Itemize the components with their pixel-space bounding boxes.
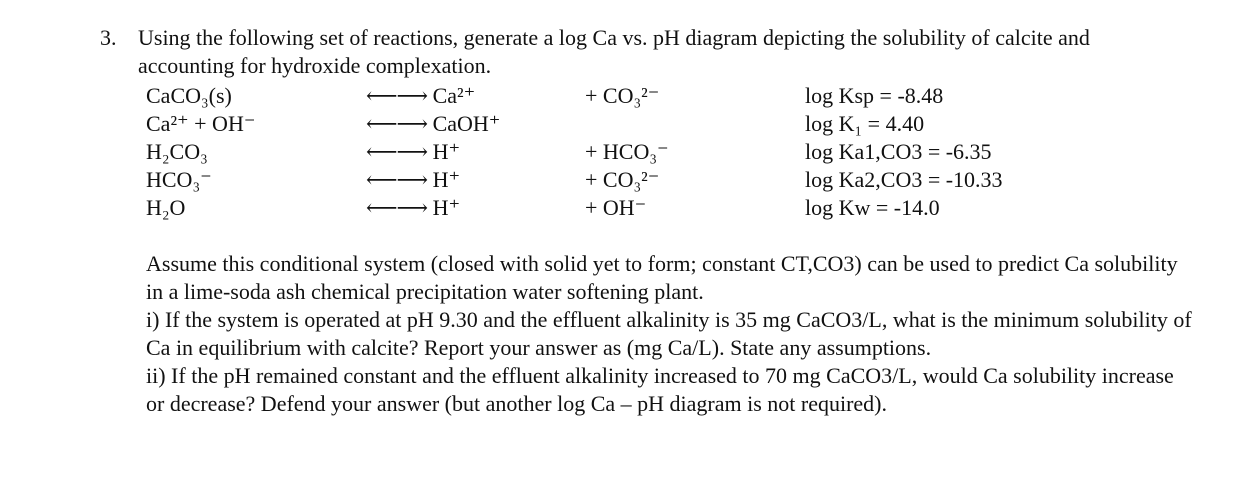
reaction-left: Ca²⁺ + OH⁻ [146,111,256,136]
reaction-row [0,138,1242,166]
equilibrium-arrow-icon: ⟵⟶ [366,167,428,192]
equilibrium-constant: log Ka2,CO3 = -10.33 [805,167,1003,192]
part-i-question: i) If the system is operated at pH 9.30 and the effluent alkalinity is 35 mg CaCO3/L, what is the minimum solubility of Ca in equilibrium with calcite? Report your answer as (mg Ca/L). State any assumptions. [146,307,1192,360]
reaction-right: H⁺ [432,195,461,220]
reaction-left: HCO₃⁻ [146,167,212,192]
question-intro: Using the following set of reactions, generate a log Ca vs. pH diagram depicting the solubility of calcite and accounting for hydroxide complexation. [138,25,1090,78]
reaction-row [0,166,1242,194]
reaction-extra: + HCO₃⁻ [585,139,669,164]
reaction-right: H⁺ [432,139,461,164]
part-ii-question: ii) If the pH remained constant and the effluent alkalinity increased to 70 mg CaCO3/L, would Ca solubility increase or decrease? Defend your answer (but another log Ca – pH diagram is not required). [146,363,1174,416]
reaction-left: H₂CO₃ [146,139,208,164]
question-number: 3. [100,25,117,50]
reaction-row [0,110,1242,138]
equilibrium-constant: log K₁ = 4.40 [805,111,925,136]
reaction-row [0,194,1242,222]
equilibrium-constant: log Kw = -14.0 [805,195,940,220]
question-body [146,250,1196,418]
reaction-right: CaOH⁺ [432,111,501,136]
assumption-paragraph: Assume this conditional system (closed with solid yet to form; constant CT,CO3) can be used to predict Ca solubility in a lime-soda ash chemical precipitation water softening plant. [146,251,1178,304]
reaction-extra: + OH⁻ [585,195,647,220]
equilibrium-arrow-icon: ⟵⟶ [366,111,428,136]
reaction-extra: + CO₃²⁻ [585,167,660,192]
equilibrium-arrow-icon: ⟵⟶ [366,195,428,220]
equilibrium-arrow-icon: ⟵⟶ [366,83,428,108]
equilibrium-arrow-icon: ⟵⟶ [366,139,428,164]
reaction-extra: + CO₃²⁻ [585,83,660,108]
reaction-left: CaCO₃(s) [146,83,232,108]
reaction-right: H⁺ [432,167,461,192]
equilibrium-constant: log Ka1,CO3 = -6.35 [805,139,992,164]
reaction-row [0,82,1242,110]
reaction-right: Ca²⁺ [432,83,476,108]
equilibrium-constant: log Ksp = -8.48 [805,83,944,108]
reaction-left: H₂O [146,195,186,220]
